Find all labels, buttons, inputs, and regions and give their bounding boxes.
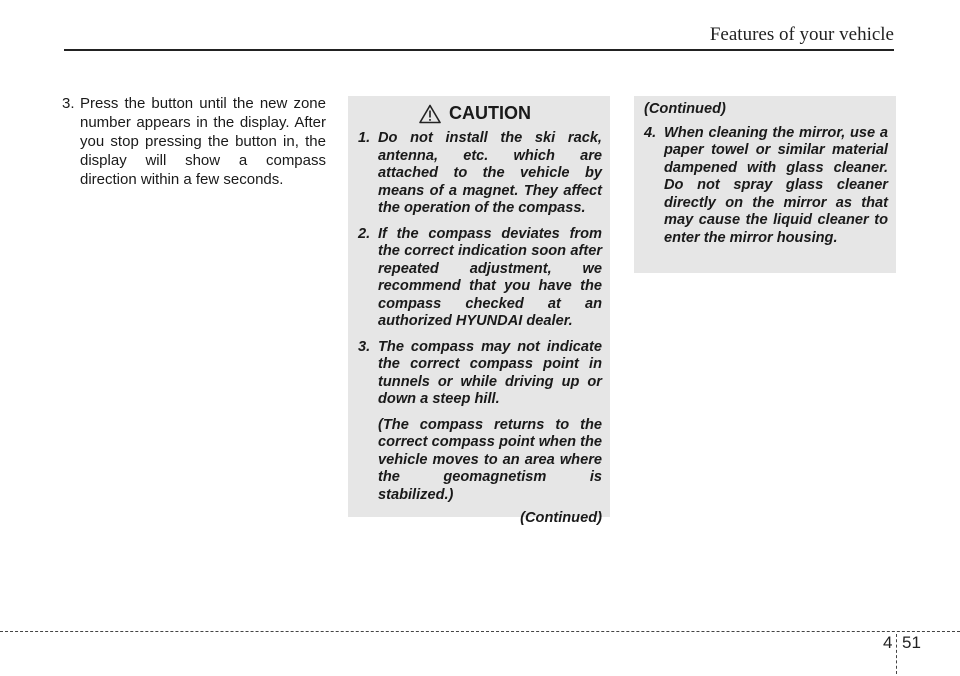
caution-note: (The compass returns to the correct compass point when the vehicle moves to an area where the geomagnetism is stabilized.) <box>378 416 602 503</box>
caution-item: 1. Do not install the ski rack, antenna, etc. which are attached to the vehicle by means of a magnet. They affect the operation of the compass. <box>358 130 602 216</box>
continued-label: (Continued) <box>520 510 602 526</box>
page-number: 51 <box>902 633 921 652</box>
continuation-box <box>634 96 896 273</box>
step-number: 3. <box>62 95 75 112</box>
caution-item: 2. If the compass deviates from the correct indication soon after repeated adjustment, we recommend that you have the compass checked at an authorized HYUNDAI dealer. <box>358 225 602 329</box>
chapter-number: 4 <box>883 633 893 652</box>
continued-heading: (Continued) <box>644 101 726 117</box>
page-header-title: Features of your vehicle <box>709 24 894 45</box>
instruction-step <box>62 94 326 189</box>
footer-divider <box>0 631 960 632</box>
caution-item: 3. The compass may not indicate the correct compass point in tunnels or while driving up or down a steep hill. <box>358 338 602 407</box>
header-divider <box>64 49 894 51</box>
caution-heading: CAUTION <box>449 103 531 124</box>
caution-box <box>348 96 610 526</box>
caution-header <box>348 104 602 124</box>
warning-triangle-icon <box>419 104 441 124</box>
caution-item: 4. When cleaning the mirror, use a paper towel or similar material dampened with glass cleaner. Do not spray glass cleaner directly on the mirror as that may cause the liquid cleaner to enter the mirror housing. <box>644 124 888 246</box>
step-text: Press the button until the new zone number appears in the display. After you stop pressing the button in, the display will show a compass direction within a few seconds. <box>80 95 326 188</box>
page-number-separator <box>896 634 897 674</box>
